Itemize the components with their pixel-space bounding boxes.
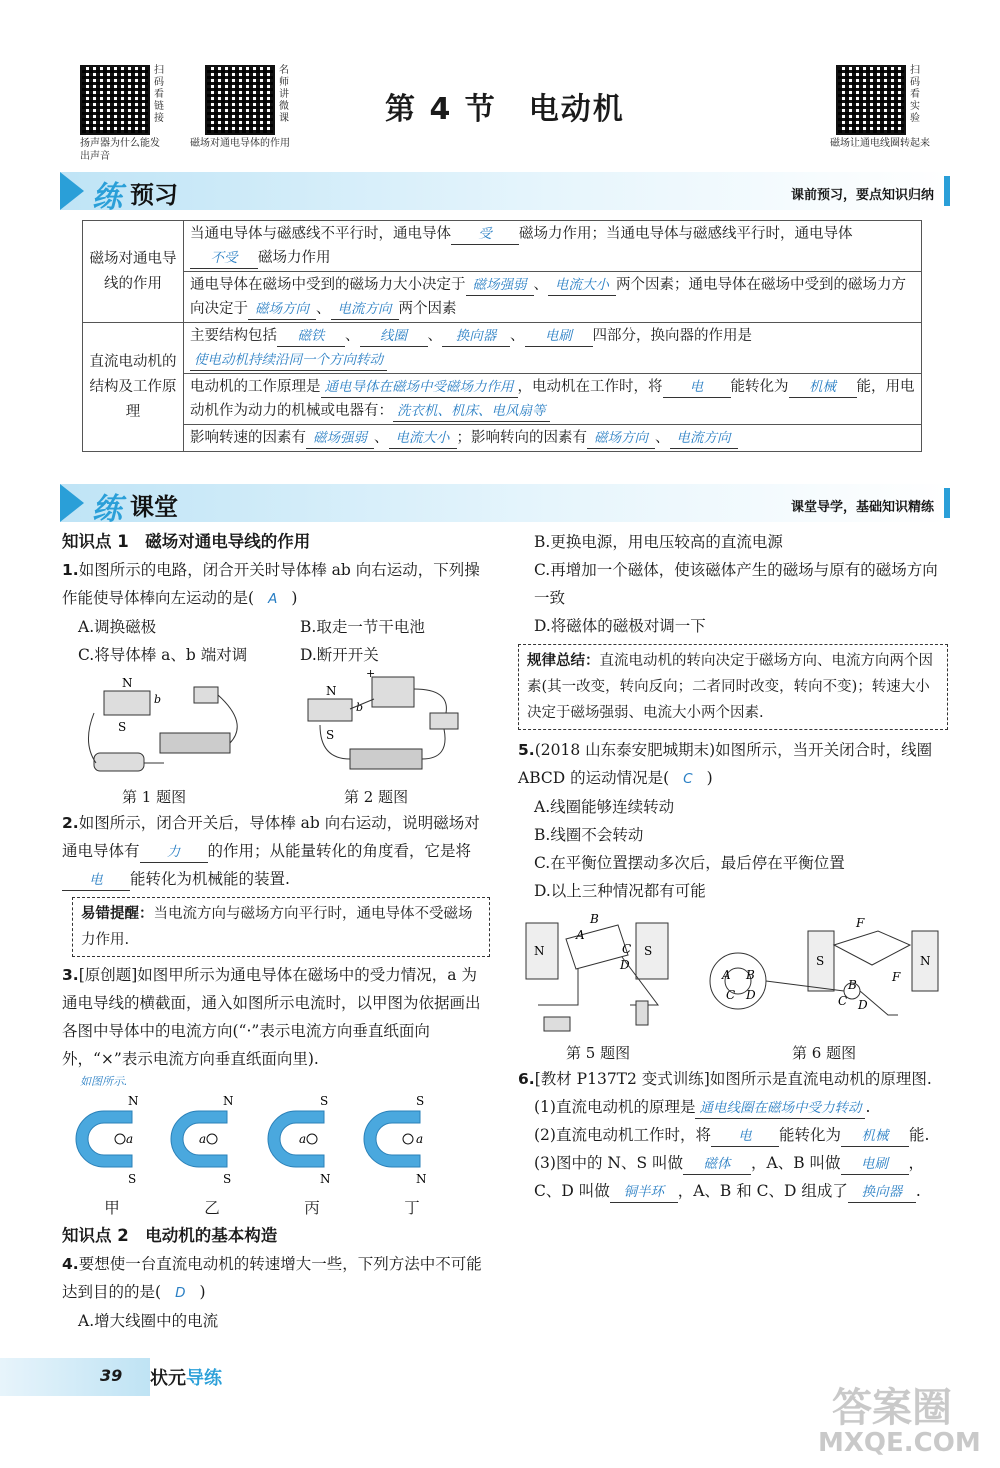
svg-text:N: N bbox=[320, 1172, 331, 1186]
knowledge-point-2: 知识点 2 电动机的基本构造 bbox=[62, 1226, 278, 1245]
svg-text:N: N bbox=[326, 684, 337, 698]
question-3: 3.[原创题]如图甲所示为通电导体在磁场中的受力情况，a 为通电导线的横截面，通入如图所示电流时，以甲图为依据画出各图中导体中的电流方向(“·”表示电流方向垂直纸面向外，“×”表示电流方向垂直纸面向里). bbox=[62, 966, 481, 1068]
footer-band bbox=[0, 1358, 150, 1396]
table-row: 主要结构包括 磁铁 、 线圈 、 换向器 、 电刷 四部分，换向器的作用是使电动机持续沿同一个方向转动 bbox=[184, 323, 922, 374]
svg-text:N: N bbox=[223, 1094, 234, 1108]
table-row: 电动机的工作原理是 通电导体在磁场中受磁场力作用 ，电动机在工作时，将 电 能转化为 机械 能，用电动机作为动力的机械或电器有： 洗衣机、机床、电风扇等 bbox=[184, 374, 922, 425]
svg-text:N: N bbox=[128, 1094, 139, 1108]
svg-text:S: S bbox=[223, 1172, 232, 1186]
svg-text:F: F bbox=[856, 916, 865, 930]
figures-1-2: N S b + N S b 第 1 题图 第 2 题图 bbox=[62, 669, 490, 809]
svg-text:S: S bbox=[118, 720, 127, 734]
svg-text:N: N bbox=[920, 954, 931, 968]
preview-banner: 练 预习 课前预习，要点知识归纳 bbox=[60, 172, 950, 210]
table-row: 通电导体在磁场中受到的磁场力大小决定于 磁场强弱 、 电流大小 两个因素；通电导体在磁场中受到的磁场力方向决定于 磁场方向 、 电流方向 两个因素 bbox=[184, 272, 922, 323]
footer-brand: 状元导练 bbox=[150, 1368, 222, 1389]
svg-text:a: a bbox=[299, 1132, 307, 1146]
qr-code-icon[interactable] bbox=[80, 65, 150, 135]
svg-text:a: a bbox=[126, 1132, 134, 1146]
rule-box: 规律总结：直流电动机的转向决定于磁场方向、电流方向两个因素(其一改变，转向反向；二者同时改变，转向不变)；转速大小决定于磁场强弱、电流大小两个因素. bbox=[518, 644, 948, 730]
arrow-icon bbox=[60, 172, 84, 210]
qr-experiment[interactable]: 扫码看实验 磁场让通电线圈转起来 bbox=[830, 65, 930, 149]
tip-box: 易错提醒：当电流方向与磁场方向平行时，通电导体不受磁场力作用. bbox=[72, 897, 490, 957]
q3-magnet-diagrams bbox=[62, 1091, 482, 1191]
left-column: 知识点 1 磁场对通电导线的作用 1.如图所示的电路，闭合开关时导体棒 ab 向右运动，下列操作能使导体棒向左运动的是( A ) A.调换磁极 B.取走一节干电池 C.将导体棒 a、b 端对调 D.断开开关 N S b + N S b 第 1 题图 第 2 题图 2.如图所示，闭合开关后，导体棒 ab 向右运动，说明磁场对通电导体有 力 的作用；从能量转化的角度看，它是将电 能转化为机械能的装置. 易错提醒：当电流方向与磁场方向平行时，通电导体不受磁场力作用. 3.[原创题]如图甲所示为通电导体在磁场中的受力情况，a 为通电导线的横截面，通入如图所示电流时，以甲图为依据画出各图中导体中的电流方向(“·”表示电流方向垂直纸面向外，“×”表示电流方向垂直纸面向里). 如图所示. N S a N S a S N a S N a 甲 乙 丙 丁 知识点 2 电动机的基本构造 4.要想使一台直流电动机的转速增大一些，下列方法中不可能达到目的的是( D ) A.增大线圈中的电流 bbox=[62, 528, 490, 1335]
table-row: 当通电导体与磁感线不平行时，通电导体 受 磁场力作用；当通电导体与磁感线平行时，通电导体不受 磁场力作用 bbox=[184, 221, 922, 272]
question-5: 5.(2018 山东泰安肥城期末)如图所示，当开关闭合时，线圈 ABCD 的运动情况是( C ) bbox=[518, 741, 933, 787]
question-4: 4.要想使一台直流电动机的转速增大一些，下列方法中不可能达到目的的是( D ) bbox=[62, 1255, 482, 1301]
qr-speaker[interactable]: 扫码看链接 扬声器为什么能发出声音 bbox=[80, 65, 164, 162]
q1-circuit-diagram bbox=[74, 673, 274, 783]
svg-text:a: a bbox=[416, 1132, 424, 1146]
class-banner: 练 课堂 课堂导学，基础知识精练 bbox=[60, 484, 950, 522]
qr-lecture[interactable]: 名师讲微课 磁场对通电导体的作用 bbox=[190, 65, 290, 149]
right-column: B.更换电源，用电压较高的直流电源 C.再增加一个磁体，使该磁体产生的磁场与原有的磁场方向一致 D.将磁体的磁极对调一下 规律总结：直流电动机的转向决定于磁场方向、电流方向两个因素(其一改变，转向反向；二者同时改变，转向不变)；转速大小决定于磁场强弱、电流大小两个因素. 5.(2018 山东泰安肥城期末)如图所示，当开关闭合时，线圈 ABCD 的运动情况是( C ) A.线圈能够连续转动 B.线圈不会转动 C.在平衡位置摆动多次后，最后停在平衡位置 D.以上三种情况都有可能 N S B A D C A B C D S N F F B C D 第 5 题图 第 6 题图 6.[教材 P137T2 变式训练]如图所示是直流电动机的原理图. (1)直流电动机的原理是 通电线圈在磁场中受力转动 . (2)直流电动机工作时，将 电 能转化为 机械 能. (3)图中的 N、S 叫做 磁体 ，A、B 叫做 电刷 ，C、D 叫做 铜半环 ，A、B 和 C、D 组成了 换向器 . bbox=[518, 528, 948, 1205]
question-1: 1.如图所示的电路，闭合开关时导体棒 ab 向右运动，下列操作能使导体棒向左运动的是( A ) bbox=[62, 561, 480, 607]
q2-circuit-diagram bbox=[290, 669, 490, 785]
svg-text:A: A bbox=[722, 968, 731, 982]
knowledge-point-1: 知识点 1 磁场对通电导线的作用 bbox=[62, 532, 311, 551]
svg-text:N: N bbox=[122, 676, 133, 690]
watermark-url: MXQE.COM bbox=[818, 1428, 981, 1458]
svg-text:A: A bbox=[576, 928, 585, 942]
svg-text:S: S bbox=[326, 728, 335, 742]
question-6: 6.[教材 P137T2 变式训练]如图所示是直流电动机的原理图. bbox=[518, 1070, 932, 1088]
svg-text:D: D bbox=[858, 998, 868, 1012]
qr-code-icon[interactable] bbox=[836, 65, 906, 135]
section-label: 直流电动机的结构及工作原理 bbox=[83, 323, 184, 452]
q1-options: A.调换磁极 B.取走一节干电池 bbox=[78, 618, 425, 636]
svg-text:N: N bbox=[416, 1172, 427, 1186]
svg-text:a: a bbox=[199, 1132, 207, 1146]
page-title: 第 4 节 电动机 bbox=[385, 92, 625, 127]
svg-text:b: b bbox=[154, 693, 162, 706]
arrow-icon bbox=[60, 484, 84, 522]
svg-text:B: B bbox=[848, 978, 857, 992]
svg-text:S: S bbox=[416, 1094, 425, 1108]
svg-text:F: F bbox=[892, 970, 901, 984]
svg-text:b: b bbox=[356, 701, 364, 714]
svg-text:D: D bbox=[620, 958, 630, 972]
svg-text:S: S bbox=[644, 944, 653, 958]
question-2: 2.如图所示，闭合开关后，导体棒 ab 向右运动，说明磁场对通电导体有 力 的作用；从能量转化的角度看，它是将电 能转化为机械能的装置. bbox=[62, 809, 490, 893]
q5-motor-diagram bbox=[518, 905, 688, 1040]
svg-text:C: C bbox=[622, 942, 632, 956]
svg-text:S: S bbox=[128, 1172, 137, 1186]
table-row: 影响转速的因素有 磁场强弱 、 电流大小 ；影响转向的因素有 磁场方向 、 电流方向 bbox=[184, 425, 922, 452]
svg-text:N: N bbox=[534, 944, 545, 958]
svg-text:S: S bbox=[816, 954, 825, 968]
q6-motor-diagram bbox=[708, 905, 948, 1040]
svg-text:S: S bbox=[320, 1094, 329, 1108]
svg-text:C: C bbox=[726, 988, 736, 1002]
qr-code-icon[interactable] bbox=[205, 65, 275, 135]
svg-text:B: B bbox=[746, 968, 755, 982]
page-number: 39 bbox=[100, 1366, 123, 1385]
figures-5-6: N S B A D C A B C D S N F F B C D 第 5 题图 第 6 题图 bbox=[518, 905, 948, 1065]
svg-text:C: C bbox=[838, 994, 848, 1008]
watermark-logo: 答案圈 bbox=[832, 1385, 952, 1431]
svg-text:+: + bbox=[366, 669, 376, 680]
preview-table bbox=[82, 220, 922, 452]
svg-text:D: D bbox=[746, 988, 756, 1002]
svg-text:B: B bbox=[590, 912, 599, 926]
section-label: 磁场对通电导线的作用 bbox=[83, 221, 184, 323]
q3-labels: 甲 乙 丙 丁 bbox=[104, 1199, 420, 1217]
